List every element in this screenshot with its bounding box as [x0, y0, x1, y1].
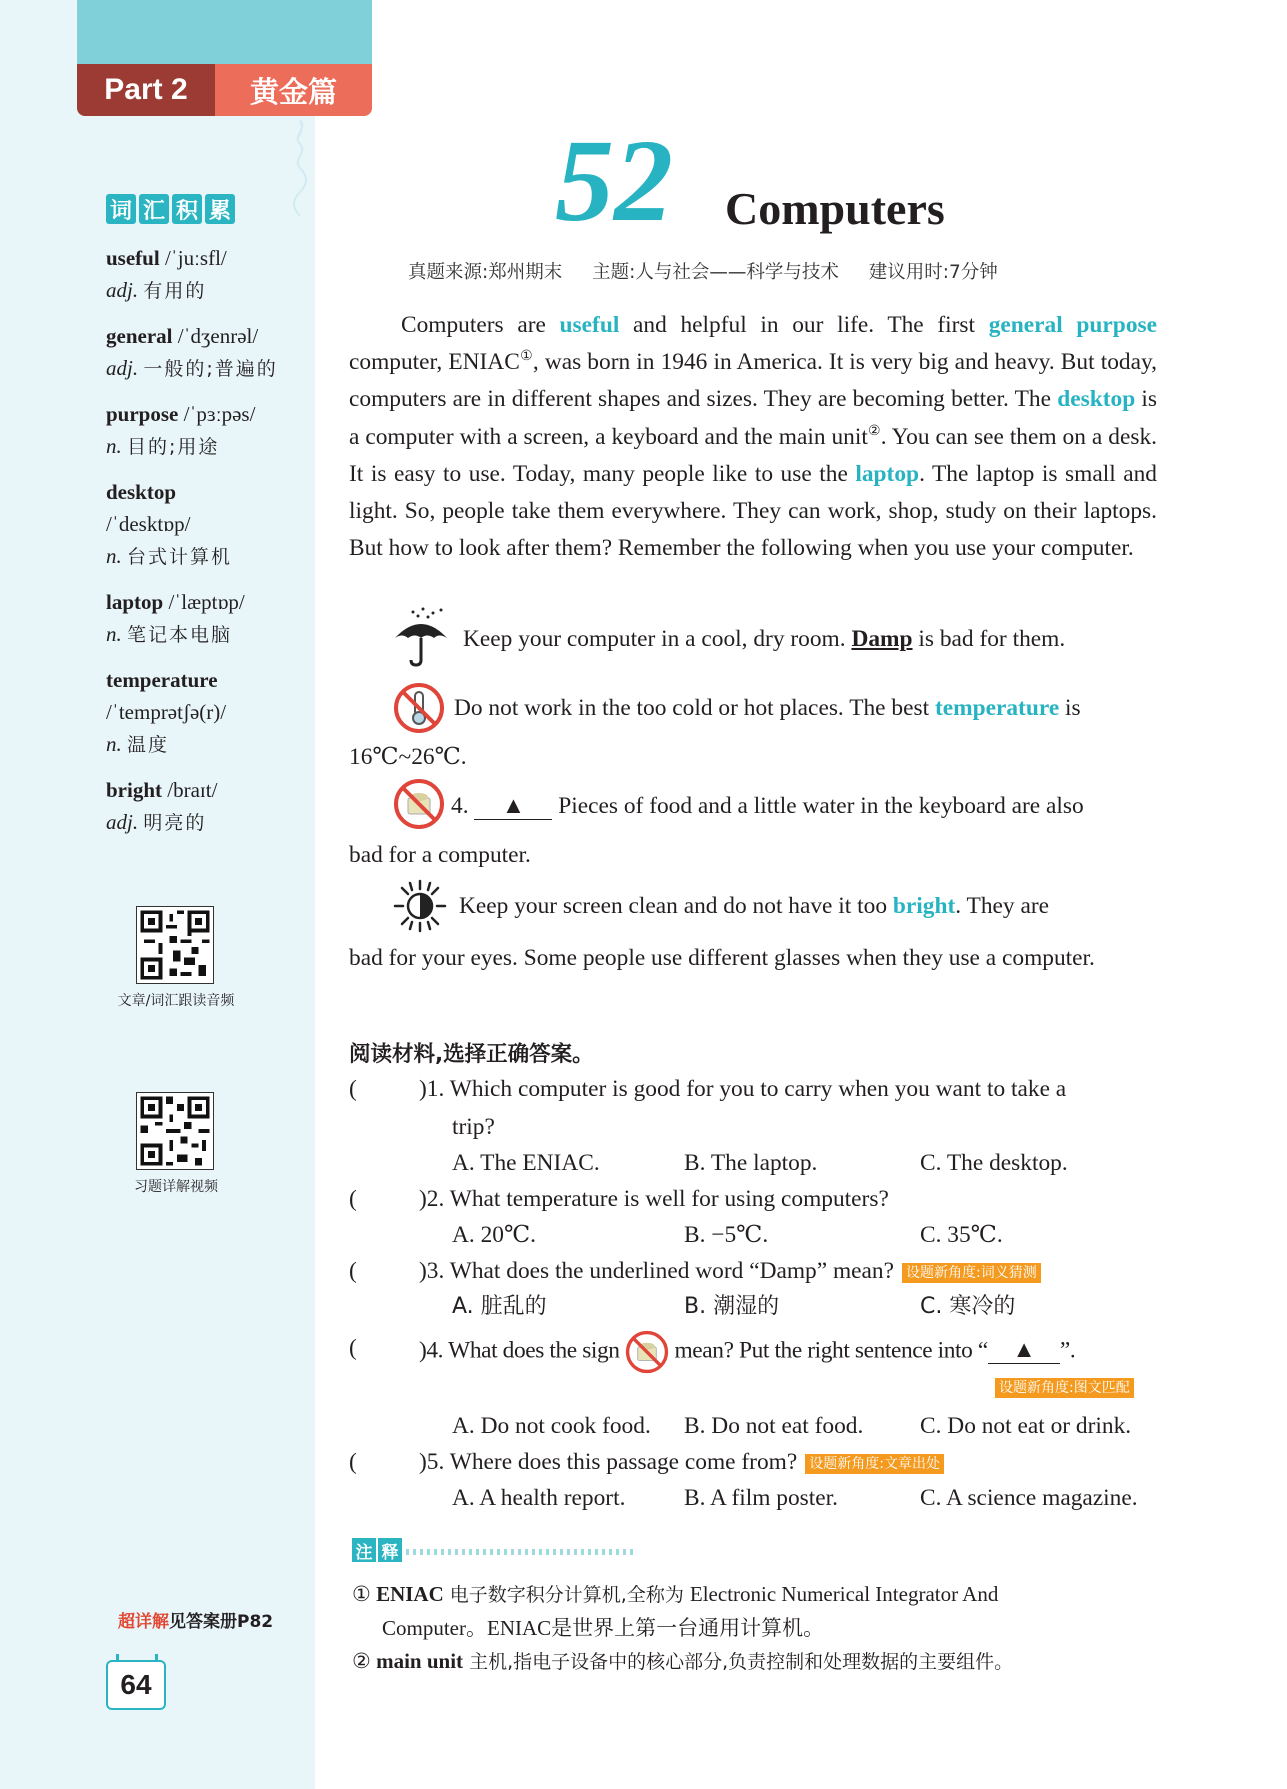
no-food-drink-icon	[393, 778, 445, 830]
reading-passage	[349, 307, 1157, 567]
question-tag: 设题新角度:图文匹配	[995, 1378, 1134, 1398]
question-text	[419, 1444, 1159, 1480]
qr-label-audio: 文章/词汇跟读音频	[117, 993, 235, 1009]
vocab-section-title	[106, 194, 235, 224]
question-3	[349, 1253, 1159, 1327]
underlined-word: Damp	[851, 626, 913, 652]
vocab-word: laptop	[106, 590, 164, 614]
question-text: )1. Which computer is good for you to carry when you want to take a	[419, 1076, 1067, 1102]
vocab-phonetic: /ˈdesktɒp/	[106, 512, 191, 536]
answer-paren[interactable]: (	[349, 1076, 357, 1102]
part-label: Part 2	[77, 64, 215, 116]
note-text: Electronic Numerical Integrator And	[689, 1582, 999, 1606]
umbrella-icon	[391, 606, 451, 668]
question-text: )2. What temperature is well for using computers?	[419, 1186, 889, 1212]
vocab-word: purpose	[106, 402, 179, 426]
no-food-drink-icon	[625, 1330, 669, 1374]
option-a[interactable]: A. 脏乱的	[452, 1294, 547, 1319]
tip-temperature-range: 16℃~26℃.	[349, 744, 467, 770]
no-temperature-icon	[393, 682, 445, 734]
meta-time: 建议用时:7分钟	[868, 262, 998, 283]
brightness-icon	[392, 878, 448, 934]
vocab-phonetic: /ˈtemprətʃə(r)/	[106, 700, 227, 724]
note-1-cont	[382, 1612, 1158, 1645]
tip-text: is bad for them.	[912, 626, 1066, 652]
vocab-meaning: 笔记本电脑	[127, 624, 233, 646]
question-text-main: )3. What does the underlined word “Damp” mean?	[419, 1258, 895, 1284]
notes-title-char: 释	[378, 1538, 402, 1562]
notes-divider	[406, 1549, 634, 1555]
vocab-entry	[106, 664, 296, 761]
option-b[interactable]: B. The laptop.	[684, 1150, 818, 1176]
passage-text: . The laptop is small and light. So, people take them everywhere. They can work, shop, study on their laptops. But how to look after them? Remember the following when you use your computer.	[349, 460, 1157, 562]
page-number: 64	[106, 1660, 166, 1710]
question-text-main: )5. Where does this passage come from?	[419, 1449, 798, 1475]
passage-text: Computers are	[401, 312, 560, 338]
option-b[interactable]: B. Do not eat food.	[684, 1413, 864, 1439]
vocab-pos: n.	[106, 622, 122, 646]
question-tag: 设题新角度:文章出处	[805, 1454, 944, 1474]
vocab-pos: n.	[106, 544, 122, 568]
question-text-main: )4. What does the sign	[419, 1337, 620, 1364]
part-cn-label: 黄金篇	[215, 64, 372, 116]
keyword: desktop	[1057, 386, 1136, 413]
tip-food	[451, 788, 1158, 825]
option-b[interactable]: B. 潮湿的	[684, 1294, 780, 1319]
note-text: Computer。ENIAC是世界上第一台通用计算机。	[382, 1616, 825, 1640]
tip-text: . They are	[955, 893, 1049, 919]
lesson-meta	[408, 258, 1022, 284]
meta-source: 真题来源:郑州期末	[408, 262, 563, 283]
vocab-meaning: 一般的;普遍的	[143, 358, 278, 380]
vocab-pos: adj.	[106, 356, 139, 380]
vocab-entry	[106, 476, 296, 573]
vocab-entry	[106, 320, 296, 385]
tip-text: Do not work in the too cold or hot places. The best	[454, 695, 935, 721]
vocab-pos: n.	[106, 434, 122, 458]
vocab-phonetic: /ˈlæptɒp/	[168, 590, 245, 614]
passage-paragraph	[349, 307, 1157, 567]
lesson-title: Computers	[725, 183, 945, 234]
answer-paren[interactable]: (	[349, 1186, 357, 1212]
note-2	[352, 1645, 1158, 1679]
vocab-word: useful	[106, 246, 160, 270]
answer-paren[interactable]: (	[349, 1335, 357, 1361]
meta-theme: 主题:人与社会——科学与技术	[592, 262, 839, 283]
vocab-title-char: 词	[106, 194, 136, 224]
answer-reference-highlight: 超详解	[118, 1612, 169, 1632]
qr-label-video: 习题详解视频	[134, 1179, 218, 1195]
question-text-main: ”.	[1059, 1337, 1076, 1364]
vocab-entry	[106, 774, 296, 839]
tip-text: Keep your screen clean and do not have it too	[459, 893, 893, 919]
note-term: ENIAC	[376, 1582, 444, 1606]
vocab-pos: adj.	[106, 810, 139, 834]
answer-blank[interactable]: ▲	[988, 1337, 1060, 1364]
answer-reference-text: 见答案册P82	[169, 1612, 274, 1632]
option-c[interactable]: C. Do not eat or drink.	[920, 1413, 1132, 1439]
option-a[interactable]: A. 20℃.	[452, 1222, 536, 1248]
vocab-meaning: 温度	[127, 734, 170, 756]
note-ref: ②	[867, 423, 881, 439]
passage-text: computer, ENIAC	[349, 349, 520, 376]
vocab-phonetic: /ˈpɜːpəs/	[183, 402, 256, 426]
vocab-entry	[106, 398, 296, 463]
tip-temperature	[454, 690, 1158, 727]
option-c[interactable]: C. A science magazine.	[920, 1485, 1138, 1511]
option-a[interactable]: A. A health report.	[452, 1485, 626, 1511]
answer-paren[interactable]: (	[349, 1258, 357, 1284]
tip-bright	[459, 888, 1158, 925]
tip-text: Keep your computer in a cool, dry room.	[463, 626, 852, 652]
passage-text: is a computer with a screen, a keyboard and the main unit	[349, 386, 1157, 450]
keyword: useful	[559, 312, 620, 338]
question-text	[419, 1330, 1159, 1374]
vocab-title-char: 累	[205, 194, 235, 224]
question-5	[349, 1444, 1159, 1518]
vocab-pos: n.	[106, 732, 122, 756]
vocab-phonetic: /ˈdʒenrəl/	[177, 324, 259, 348]
tip-damp	[463, 621, 1163, 658]
note-term: main unit	[376, 1649, 464, 1673]
tip-bright-cont: bad for your eyes. Some people use different glasses when they use a computer.	[349, 945, 1095, 971]
option-b[interactable]: B. A film poster.	[684, 1485, 839, 1511]
keyword: temperature	[934, 695, 1060, 721]
note-1	[352, 1578, 1158, 1612]
vocab-word: bright	[106, 778, 163, 802]
question-2	[349, 1181, 1159, 1253]
vocab-title-char: 积	[172, 194, 202, 224]
keyword: bright	[892, 893, 956, 919]
part-tab-top	[77, 0, 372, 64]
tip-text: Pieces of food and a little water in the keyboard are also	[552, 793, 1084, 819]
vocab-phonetic: /braɪt/	[167, 778, 218, 802]
passage-text: . You can see them on a desk. It is easy to use. Today, many people like to use the	[349, 423, 1157, 487]
lesson-number: 52	[555, 115, 673, 246]
notes-title-char: 注	[352, 1538, 376, 1562]
notes-title	[352, 1538, 402, 1562]
vocab-entry	[106, 242, 296, 307]
passage-text: and helpful in our life. The first	[619, 312, 989, 338]
qr-code-audio[interactable]	[136, 906, 214, 984]
vocab-title-char: 汇	[139, 194, 169, 224]
vocab-meaning: 有用的	[143, 280, 207, 302]
note-text: 主机,指电子设备中的核心部分,负责控制和处理数据的主要组件。	[463, 1651, 1014, 1673]
option-b[interactable]: B. −5℃.	[684, 1222, 769, 1248]
question-text-cont: trip?	[452, 1114, 495, 1140]
note-mark: ①	[352, 1582, 371, 1606]
vocab-entry	[106, 586, 296, 651]
question-text-main: mean? Put the right sentence into “	[674, 1337, 988, 1364]
vocab-word: general	[106, 324, 173, 348]
note-ref: ①	[519, 349, 533, 365]
question-text	[419, 1253, 1159, 1289]
tip-food-cont: bad for a computer.	[349, 842, 531, 868]
vocab-phonetic: /ˈjuːsfl/	[164, 246, 227, 270]
option-c[interactable]: C. The desktop.	[920, 1150, 1068, 1176]
option-a[interactable]: A. The ENIAC.	[452, 1150, 600, 1176]
vocab-meaning: 台式计算机	[127, 546, 233, 568]
option-c[interactable]: C. 寒冷的	[920, 1294, 1016, 1319]
vocab-word: temperature	[106, 668, 218, 692]
keyword: laptop	[855, 460, 920, 487]
question-1	[349, 1071, 1159, 1181]
question-tag: 设题新角度:词义猜测	[902, 1263, 1041, 1283]
part-tab	[77, 64, 372, 116]
vocab-pos: adj.	[106, 278, 139, 302]
keyword: general purpose	[988, 312, 1157, 338]
qr-code-video[interactable]	[136, 1092, 214, 1170]
answer-paren[interactable]: (	[349, 1449, 357, 1475]
sidebar-wave-decoration	[292, 120, 320, 1789]
passage-text: , was born in 1946 in America. It is very big and heavy. But today, computers are in different shapes and sizes. They are becoming better. The	[349, 349, 1157, 413]
vocab-word: desktop	[106, 480, 177, 504]
note-text: 电子数字积分计算机,全称为	[443, 1584, 690, 1606]
answer-blank[interactable]: ▲	[474, 793, 552, 820]
note-mark: ②	[352, 1649, 371, 1673]
blank-number: 4.	[451, 793, 469, 819]
question-instruction: 阅读材料,选择正确答案。	[349, 1042, 594, 1067]
option-c[interactable]: C. 35℃.	[920, 1222, 1003, 1248]
tip-text: is	[1059, 695, 1081, 721]
vocab-meaning: 明亮的	[143, 812, 207, 834]
vocab-list	[106, 242, 296, 852]
answer-reference	[118, 1607, 273, 1632]
question-4	[349, 1330, 1159, 1445]
option-a[interactable]: A. Do not cook food.	[452, 1413, 651, 1439]
vocab-meaning: 目的;用途	[127, 436, 220, 458]
